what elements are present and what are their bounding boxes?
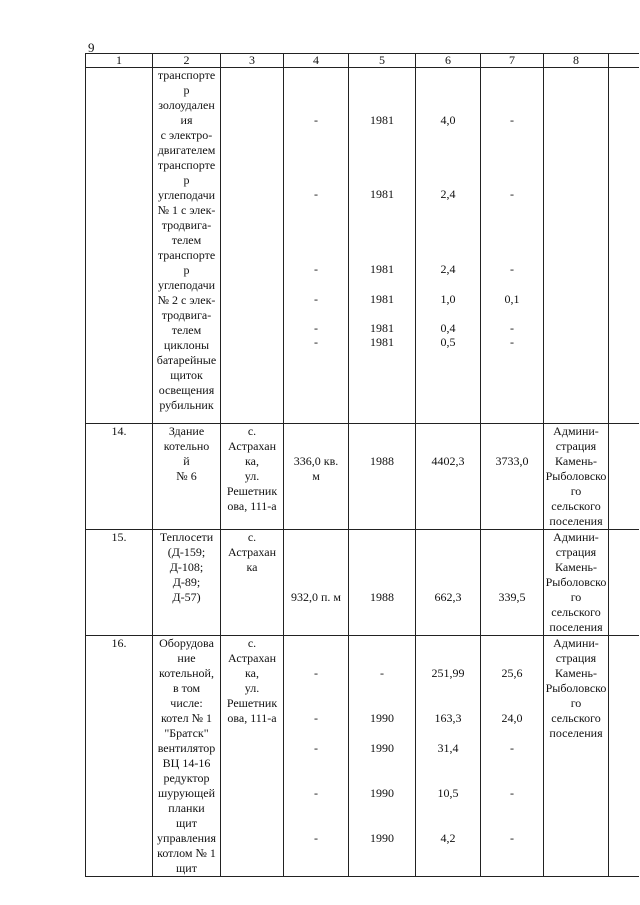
page-number: 9: [88, 40, 95, 55]
address-lines: с. Астрахан ка, ул. Решетник ова, 111-а: [226, 424, 278, 513]
area-lines: 336,0 кв. м: [293, 454, 339, 483]
table-row: [86, 68, 639, 424]
table-row: [86, 636, 639, 877]
owner-cell: [544, 530, 609, 636]
cost-cell: 4402,3: [416, 424, 481, 530]
row-number-cell: 14.: [86, 424, 153, 530]
property-register-table: [85, 53, 639, 877]
column-number-cell: [609, 54, 639, 68]
owner-lines: Админи- страция Камень- Рыболовско го сельского поселения: [545, 530, 607, 634]
address-cell: [221, 424, 284, 530]
name-cell: [153, 68, 221, 424]
year-cell: 1988: [349, 530, 416, 636]
name-cell: [153, 636, 221, 877]
row-number-cell: 16.: [86, 636, 153, 877]
residual-cost-cell: - - - 0,1 - -: [481, 68, 544, 424]
column-number-cell: 2: [153, 54, 221, 68]
cost-cell: 4,0 2,4 2,4 1,0 0,4 0,5: [416, 68, 481, 424]
column-number-cell: 7: [481, 54, 544, 68]
extra-cell: [609, 530, 639, 636]
owner-cell: [544, 636, 609, 877]
extra-cell: [609, 68, 639, 424]
name-cell: [153, 530, 221, 636]
column-number-cell: 5: [349, 54, 416, 68]
owner-lines: Админи- страция Камень- Рыболовско го сельского поселения: [545, 424, 607, 528]
column-number-cell: 6: [416, 54, 481, 68]
column-number-cell: 1: [86, 54, 153, 68]
address-lines: с. Астрахан ка, ул. Решетник ова, 111-а: [226, 636, 278, 725]
residual-cost-cell: 25,6 24,0 - - -: [481, 636, 544, 877]
area-cell: - - - - -: [284, 636, 349, 877]
cost-cell: 251,99 163,3 31,4 10,5 4,2: [416, 636, 481, 877]
column-number-cell: 3: [221, 54, 284, 68]
extra-cell: [609, 424, 639, 530]
year-cell: 1981 1981 1981 1981 1981 1981: [349, 68, 416, 424]
column-number-row: [86, 54, 639, 68]
owner-cell: [544, 68, 609, 424]
row-number-cell: [86, 68, 153, 424]
row-number-cell: 15.: [86, 530, 153, 636]
extra-cell: [609, 636, 639, 877]
address-lines: с. Астрахан ка: [228, 530, 276, 574]
column-number-cell: 8: [544, 54, 609, 68]
year-cell: 1988: [349, 424, 416, 530]
residual-cost-cell: 339,5: [481, 530, 544, 636]
column-number-cell: 4: [284, 54, 349, 68]
year-cell: - 1990 1990 1990 1990: [349, 636, 416, 877]
table-row: [86, 424, 639, 530]
area-cell: 932,0 п. м: [284, 530, 349, 636]
owner-lines: Админи- страция Камень- Рыболовско го сельского поселения: [545, 636, 607, 740]
residual-cost-cell: 3733,0: [481, 424, 544, 530]
area-cell: [284, 424, 349, 530]
object-name-lines: Здание котельно й № 6: [163, 424, 210, 483]
address-cell: [221, 636, 284, 877]
area-cell: - - - - - -: [284, 68, 349, 424]
equipment-name-lines: транспорте р золоудален ия с электро- двигателем транспорте р углеподачи № 1 с элек- тродвига- телем транспорте р углеподачи № 2 с элек- тродвига- телем циклоны батарейные щиток освещения рубильник: [156, 68, 217, 412]
equipment-name-lines: Оборудова ние котельной, в том числе: котел № 1 "Братск" вентилятор ВЦ 14-16 редуктор шурующей планки щит управления котлом № 1 щит: [157, 636, 216, 875]
name-cell: [153, 424, 221, 530]
cost-cell: 662,3: [416, 530, 481, 636]
owner-cell: [544, 424, 609, 530]
table-row: [86, 530, 639, 636]
address-cell: [221, 530, 284, 636]
object-name-lines: Теплосети (Д-159; Д-108; Д-89; Д-57): [159, 530, 214, 604]
address-cell: [221, 68, 284, 424]
